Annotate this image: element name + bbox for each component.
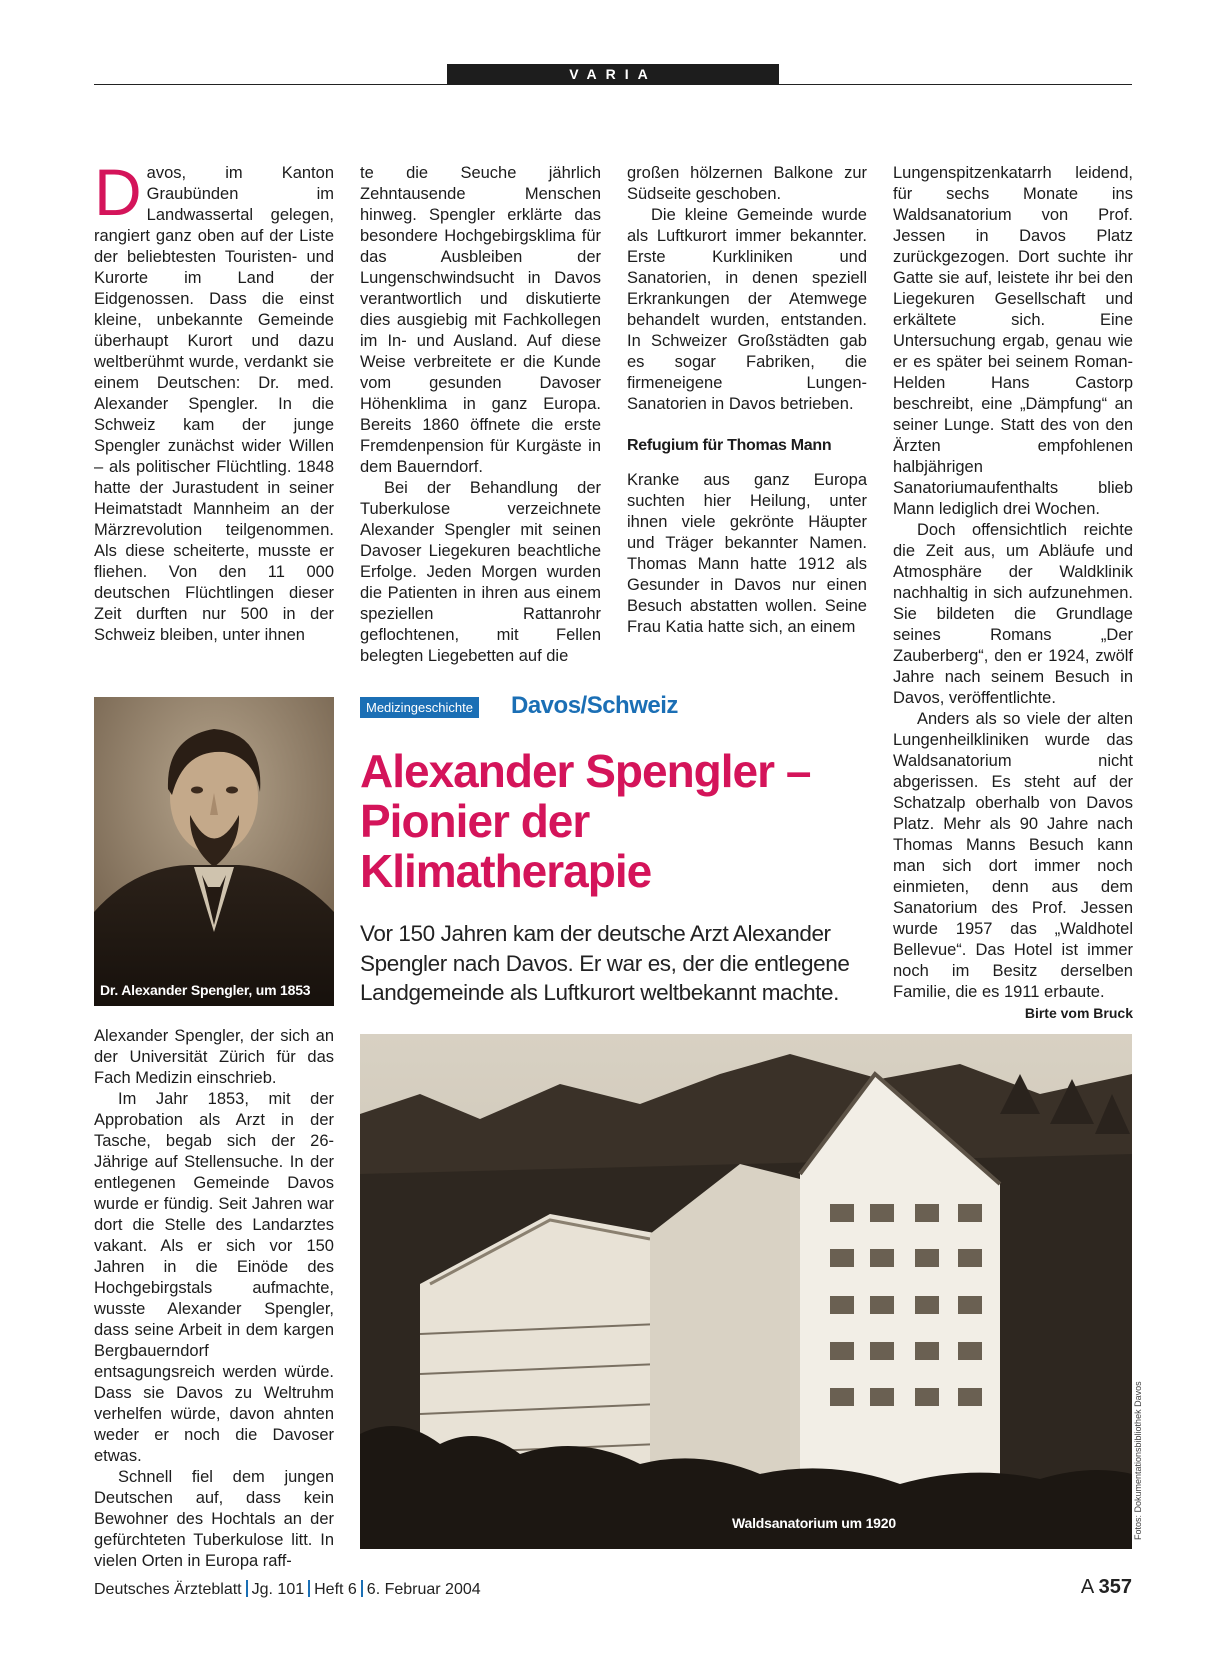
portrait-image: [94, 697, 334, 1006]
article-column-3: [627, 163, 867, 638]
photo-credit: Fotos: Dokumentationsbibliothek Davos: [1133, 1381, 1143, 1540]
article-paragraph: großen hölzernen Balkone zur Südseite geschoben.: [627, 164, 867, 203]
section-subheading: Refugium für Thomas Mann: [627, 437, 832, 454]
article-headline: [360, 746, 880, 896]
journal-issue: Heft 6: [314, 1581, 357, 1598]
article-paragraph: Kranke aus ganz Europa suchten hier Heilung, unter ihnen viele gekrönte Häupter und Träger bekannter Namen. Thomas Mann hatte 1912 als Gesunder in Davos nur einen Besuch abstatten wollen. Seine Frau Katia hatte sich, an einem: [627, 471, 867, 636]
article-column-2: [360, 163, 601, 667]
article-paragraph: te die Seuche jährlich Zehntausende Menschen hinweg. Spengler erklärte das besondere Hochgebirgsklima für das Ausbleiben der Lungenschwindsucht in Davos verantwortlich und diskutierte dies ausgiebig mit Fachkollegen im In- und Ausland. Auf diese Weise verbreitete er die Kunde vom gesunden Davoser Höhenklima in ganz Europa. Bereits 1860 öffnete die erste Fremdenpension für Kurgäste in dem Bauerndorf.: [360, 164, 601, 476]
topic-title: Davos/Schweiz: [511, 692, 678, 719]
article-paragraph: Schnell fiel dem jungen Deutschen auf, dass kein Bewohner des Hochtals an der gefürchteten Tuberkulose litt. In vielen Orten in Europa raff-: [94, 1468, 334, 1570]
article-paragraph: Lungenspitzenkatarrh leidend, für sechs Monate ins Waldsanatorium von Prof. Jessen in Davos Platz zurückgezogen. Dort suchte ihr Gatte sie auf, leistete ihr bei den Liegekuren Gesellschaft und erkältete sich. Eine Untersuchung ergab, genau wie er es später bei seinem Roman-Helden Hans Castorp beschreibt, eine „Dämpfung“ an seiner Lunge. Statt des von den Ärzten empfohlenen halbjährigen Sanatoriumaufenthalts blieb Mann lediglich drei Wochen.: [893, 164, 1133, 518]
article-paragraph: Davos, im Kanton Graubünden im Landwassertal gelegen, rangiert ganz oben auf der Liste der beliebtesten Touristen- und Kurorte im Land der Eidgenossen. Dass die einst kleine, unbekannte Gemeinde überhaupt Kurort und dazu weltberühmt wurde, verdankt sie einem Deutschen: Dr. med. Alexander Spengler. In die Schweiz kam der junge Spengler zunächst wider Willen – als politischer Flüchtling. 1848 hatte der Jurastudent in seiner Heimatstadt Mannheim an der Märzrevolution teilgenommen. Als diese scheiterte, musste er fliehen. Von den 11 000 deutschen Flüchtlingen dieser Zeit durften nur 500 in der Schweiz bleiben, unter ihnen: [94, 155, 334, 644]
author-byline: Birte vom Bruck: [1024, 1005, 1133, 1021]
article-paragraph: Im Jahr 1853, mit der Approbation als Arzt in der Tasche, begab sich der 26-Jährige auf Stellensuche. In der entlegenen Gemeinde Davos wurde er fündig. Seit Jahren war dort die Stelle des Landarztes vakant. Als er sich vor 150 Jahren in die Einöde des Hochgebirgstals aufmachte, wusste Alexander Spengler, dass seine Arbeit in dem kargen Bergbauerndorf entsagungsreich werden würde. Dass sie Davos zu Weltruhm verhelfen würde, davon ahnten weder er noch die Davoser etwas.: [94, 1090, 334, 1465]
article-column-1: [94, 155, 334, 646]
article-paragraph: Alexander Spengler, der sich an der Universität Zürich für das Fach Medizin einschrieb.: [94, 1027, 334, 1087]
headline-line: Klimatherapie: [360, 845, 652, 897]
article-paragraph: Doch offensichtlich reichte die Zeit aus, um Abläufe und Atmosphäre der Waldklinik nachhaltig in sich aufzunehmen. Sie bildeten die Grundlage seines Romans „Der Zauberberg“, den er 1924, zwölf Jahre nach seinem Besuch in Davos, veröffentlichte.: [893, 521, 1133, 707]
category-badge: Medizingeschichte: [360, 697, 479, 718]
drop-cap: D: [94, 155, 142, 229]
journal-name: Deutsches Ärzteblatt: [94, 1581, 242, 1598]
footer-separator: [361, 1580, 363, 1597]
issue-date: 6. Februar 2004: [366, 1581, 481, 1598]
portrait-caption: Dr. Alexander Spengler, um 1853: [100, 982, 311, 998]
article-column-1-continued: [94, 1026, 334, 1572]
sanatorium-photo: [360, 1034, 1132, 1549]
journal-volume: Jg. 101: [251, 1581, 305, 1598]
headline-line: Pionier der: [360, 795, 590, 847]
page-number: A 357: [1080, 1576, 1132, 1598]
section-label: VARIA: [447, 64, 779, 85]
portrait-illustration: [94, 697, 334, 1006]
footer-separator: [308, 1580, 310, 1597]
article-paragraph: Anders als so viele der alten Lungenheilkliniken wurde das Waldsanatorium nicht abgerissen. Es steht auf der Schatzalp oberhalb von Davos Platz. Mehr als 90 Jahre nach Thomas Manns Besuch kann man sich dort immer noch einmieten, denn aus dem Sanatorium des Prof. Jessen wurde 1957 das „Waldhotel Bellevue“. Das Hotel ist immer noch im Besitz derselben Familie, die es 1911 erbaute. Birte vom Bruck: [893, 709, 1133, 1003]
article-column-4: [893, 163, 1133, 1024]
footer: [94, 1580, 481, 1599]
article-standfirst: Vor 150 Jahren kam der deutsche Arzt Alexander Spengler nach Davos. Er war es, der die entlegene Landgemeinde als Luftkurort weltbekannt machte.: [360, 921, 850, 1005]
sanatorium-illustration: [360, 1034, 1132, 1549]
article-paragraph: Die kleine Gemeinde wurde als Luftkurort immer bekannter. Erste Kurkliniken und Sanatorien, in denen speziell Erkrankungen der Atemwege behandelt wurden, entstanden. In Schweizer Großstädten gab es sogar Fabriken, die firmeneigene Lungen-Sanatorien in Davos betrieben.: [627, 206, 867, 413]
headline-line: Alexander Spengler –: [360, 745, 811, 797]
footer-separator: [246, 1580, 248, 1597]
photo-caption: Waldsanatorium um 1920: [732, 1515, 896, 1531]
article-paragraph: Bei der Behandlung der Tuberkulose verzeichnete Alexander Spengler mit seinen Davoser Liegekuren beachtliche Erfolge. Jeden Morgen wurden die Patienten in ihren aus einem speziellen Rattanrohr geflochtenen, mit Fellen belegten Liegebetten auf die: [360, 479, 601, 665]
